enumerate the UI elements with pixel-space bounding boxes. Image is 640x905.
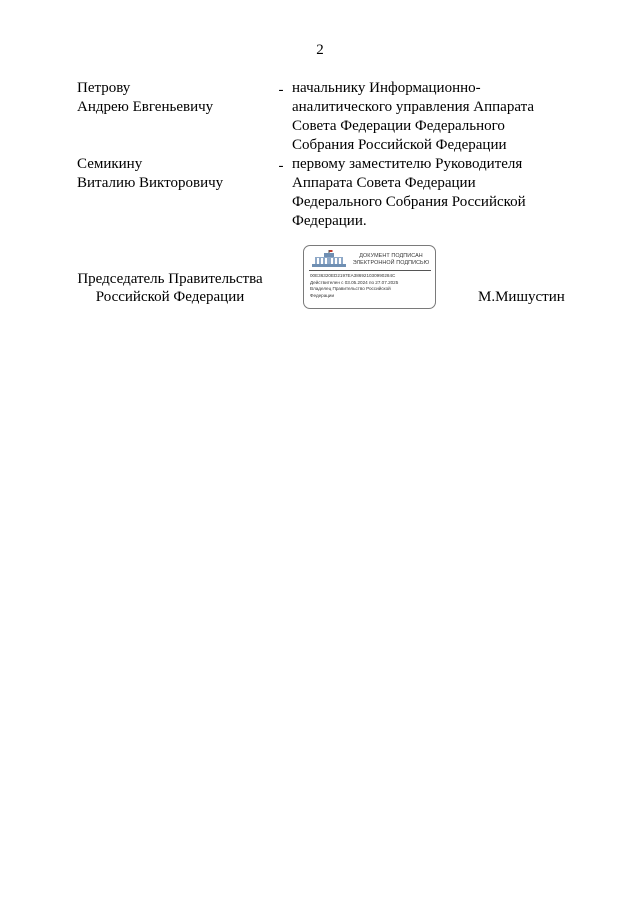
stamp-validity: Действителен с 03.05.2024 по 27.07.2025 — [310, 279, 399, 285]
addressee-surname: Петрову — [77, 80, 131, 96]
position-line: Совета Федерации Федерального — [292, 118, 505, 134]
addressee-position — [292, 79, 552, 155]
position-line: Федерального Собрания Российской — [292, 194, 526, 210]
signer-name: М.Мишустин — [478, 289, 565, 305]
entry-dash: - — [278, 158, 284, 174]
signer-title-line: Председатель Правительства — [77, 271, 263, 287]
electronic-signature-stamp — [303, 245, 436, 309]
stamp-details — [310, 273, 434, 299]
addressee-given-names: Андрею Евгеньевичу — [77, 99, 214, 115]
position-line: Аппарата Совета Федерации — [292, 175, 476, 191]
addressee-position — [292, 155, 552, 231]
stamp-divider — [309, 270, 431, 271]
addressee-given-names: Виталию Викторовичу — [77, 175, 224, 191]
entry-dash: - — [278, 82, 284, 98]
position-line: аналитического управления Аппарата — [292, 99, 534, 115]
stamp-owner-line: Владелец Правительство Российской — [310, 286, 391, 292]
position-line: первому заместителю Руководителя — [292, 156, 523, 172]
stamp-header-line: ЭЛЕКТРОННОЙ ПОДПИСЬЮ — [352, 260, 430, 266]
government-building-icon — [310, 250, 348, 270]
stamp-header-line: ДОКУМЕНТ ПОДПИСАН — [359, 253, 423, 259]
position-line: Собрания Российской Федерации — [292, 137, 507, 153]
addressee-name — [77, 155, 267, 193]
stamp-certificate: 00E36320ED2197EA386921030990284C — [310, 273, 396, 278]
position-line: Федерации. — [292, 213, 367, 229]
stamp-owner-line: Федерации — [310, 292, 335, 298]
page-number: 2 — [316, 42, 324, 58]
position-line: начальнику Информационно- — [292, 80, 481, 96]
stamp-header — [348, 253, 434, 267]
addressee-name — [77, 79, 267, 117]
addressee-surname: Семикину — [77, 156, 143, 172]
signer-title-line: Российской Федерации — [95, 289, 245, 305]
signer-title — [70, 270, 270, 306]
